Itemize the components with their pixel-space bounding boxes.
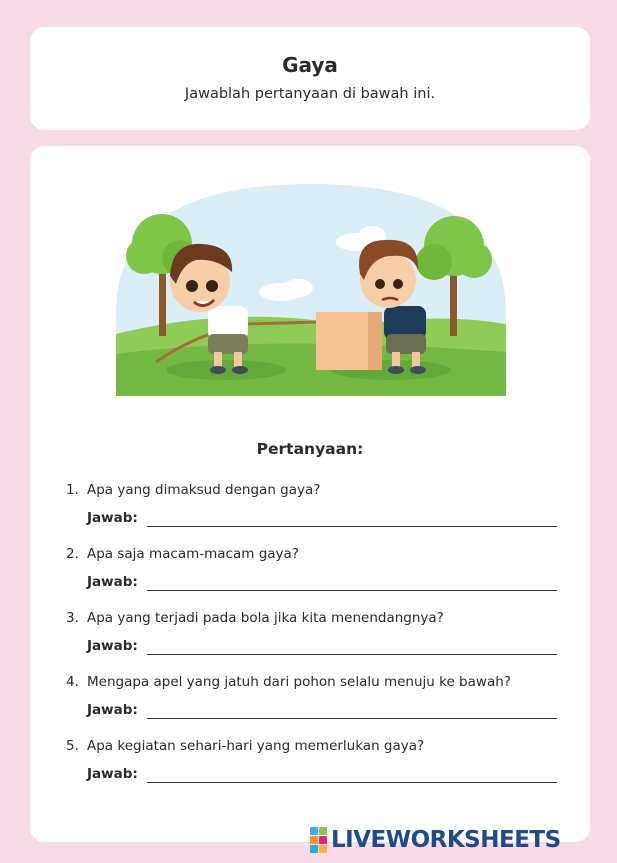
questions-heading: Pertanyaan: bbox=[256, 440, 364, 458]
answer-input-3[interactable] bbox=[147, 638, 557, 655]
answer-input-5[interactable] bbox=[147, 766, 557, 783]
answer-label: Jawab: bbox=[87, 638, 138, 654]
question-text: Apa yang terjadi pada bola jika kita menendangnya? bbox=[87, 610, 444, 626]
question-number: 5. bbox=[66, 738, 79, 754]
answer-input-2[interactable] bbox=[147, 574, 557, 591]
answer-row bbox=[87, 766, 557, 786]
question-number: 4. bbox=[66, 674, 79, 690]
answer-input-4[interactable] bbox=[147, 702, 557, 719]
page-title: Gaya bbox=[282, 53, 338, 77]
liveworksheets-logo[interactable] bbox=[310, 826, 561, 854]
answer-label: Jawab: bbox=[87, 510, 138, 526]
answer-input-1[interactable] bbox=[147, 510, 557, 527]
brand-name: LIVEWORKSHEETS bbox=[331, 827, 561, 853]
answer-row bbox=[87, 510, 557, 530]
answer-row bbox=[87, 638, 557, 658]
kids-pushing-pulling-illustration bbox=[116, 184, 506, 396]
question-number: 2. bbox=[66, 546, 79, 562]
question-text: Apa kegiatan sehari-hari yang memerlukan gaya? bbox=[87, 738, 425, 754]
answer-label: Jawab: bbox=[87, 766, 138, 782]
header-card bbox=[30, 27, 590, 130]
question-text: Apa yang dimaksud dengan gaya? bbox=[87, 482, 321, 498]
answer-row bbox=[87, 574, 557, 594]
question-text: Mengapa apel yang jatuh dari pohon selalu menuju ke bawah? bbox=[87, 674, 511, 690]
answer-label: Jawab: bbox=[87, 702, 138, 718]
page-subtitle: Jawablah pertanyaan di bawah ini. bbox=[184, 86, 436, 102]
question-number: 3. bbox=[66, 610, 79, 626]
question-number: 1. bbox=[66, 482, 79, 498]
worksheet-card bbox=[30, 146, 590, 842]
logo-grid-icon bbox=[310, 827, 327, 853]
question-text: Apa saja macam-macam gaya? bbox=[87, 546, 299, 562]
answer-row bbox=[87, 702, 557, 722]
answer-label: Jawab: bbox=[87, 574, 138, 590]
